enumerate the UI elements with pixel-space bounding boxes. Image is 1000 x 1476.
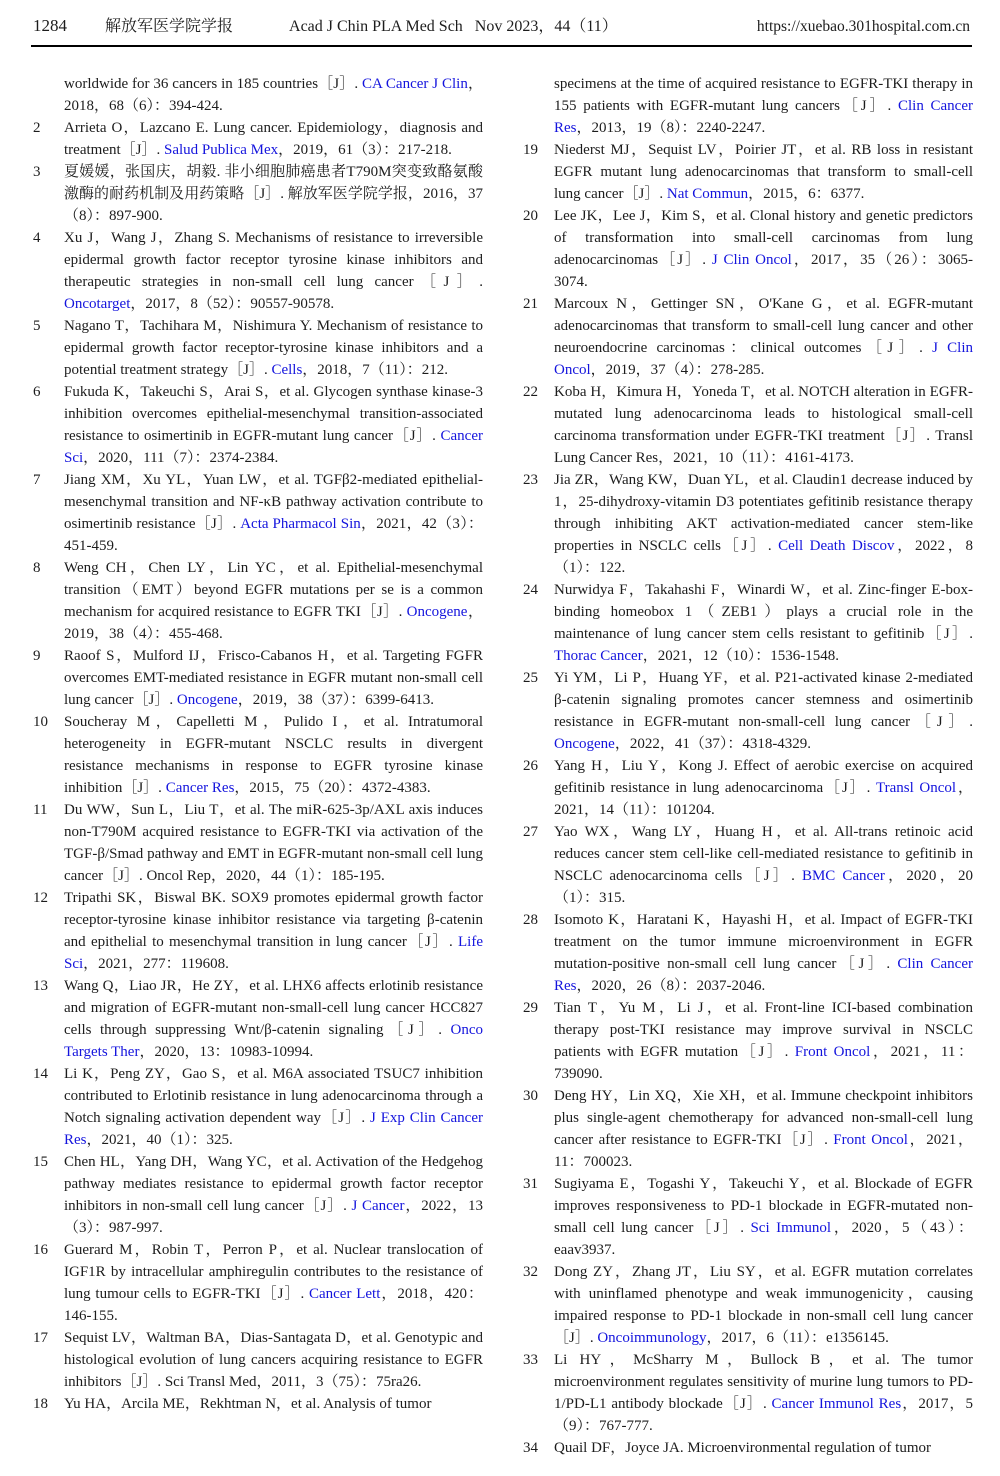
page-number: 1284 xyxy=(33,16,67,35)
reference-text: Dong ZY，Zhang JT，Liu SY，et al. EGFR mutation correlates with uninflamed phenotype and weak immunogenicity，causing impaired response to PD-1 blockade in non-small cell lung cancer［J］. xyxy=(554,1264,973,1346)
reference-text: Fukuda K，Takeuchi S，Arai S，et al. Glycogen synthase kinase-3 inhibition overcomes epithelial-mesenchymal transition-associated resistance to osimertinib in EGFR-mutant lung cancer［J］. xyxy=(64,384,483,444)
journal-link[interactable]: Onco Targets Ther xyxy=(64,1022,483,1060)
reference-text: Arrieta O，Lazcano E. Lung cancer. Epidemiology，diagnosis and treatment［J］. xyxy=(64,120,483,158)
reference-item xyxy=(33,1151,483,1239)
reference-text: ，2017，6（11）：e1356145. xyxy=(706,1330,889,1346)
reference-text: Quail DF，Joyce JA. Microenvironmental regulation of tumor xyxy=(554,1440,932,1456)
journal-link[interactable]: J Clin Oncol xyxy=(711,252,792,268)
reference-number: 18 xyxy=(33,1396,48,1412)
reference-text: Li HY，McSharry M，Bullock B，et al. The tumor microenvironment regulates sensitivity of murine lung tumors to PD-1/PD-L1 antibody blockade［J］. xyxy=(554,1352,973,1412)
reference-text: ，2022，41（37）：4318-4329. xyxy=(614,736,812,752)
reference-text: Koba H，Kimura H，Yoneda T，et al. NOTCH alteration in EGFR-mutated lung adenocarcinoma leads to histological small-cell carcinoma transformation under EGFR-TKI treatment［J］. Transl Lung Cancer Res，2021，10（11）：4161-4173. xyxy=(554,384,973,466)
reference-text: ，2022，8（1）：122. xyxy=(554,538,973,576)
reference-item xyxy=(33,887,483,975)
reference-number: 21 xyxy=(523,296,538,312)
journal-link[interactable]: Life Sci xyxy=(64,934,483,972)
reference-number: 23 xyxy=(523,472,538,488)
reference-text: Nurwidya F，Takahashi F，Winardi W，et al. Zinc-finger E-box-binding homeobox 1（ZEB1）plays a crucial role in the maintenance of lung cancer stem cells resistant to gefitinib［J］. xyxy=(554,582,973,642)
journal-link[interactable]: J Exp Clin Cancer Res xyxy=(64,1110,483,1148)
reference-text: Du WW，Sun L，Liu T，et al. The miR-625-3p/AXL axis induces non-T790M acquired resistance to EGFR-TKI via activation of the TGF-β/Smad pathway and EMT in EGFR-mutant non-small cell lung cancer［J］. Oncol Rep，2020，44（1）：185-195. xyxy=(64,802,483,884)
reference-text: Yu HA，Arcila ME，Rekhtman N，et al. Analysis of tumor xyxy=(64,1396,432,1412)
reference-number: 19 xyxy=(523,142,538,158)
journal-link[interactable]: Sci Immunol xyxy=(750,1220,832,1236)
reference-text: ，2018，68（6）：394-424. xyxy=(64,76,483,114)
reference-item xyxy=(523,73,973,139)
reference-text: Guerard M，Robin T，Perron P，et al. Nuclear translocation of IGF1R by intracellular amphiregulin contributes to the resistance of lung tumour cells to EGFR-TKI［J］. xyxy=(64,1242,483,1302)
reference-item xyxy=(523,293,973,381)
reference-item xyxy=(523,1085,973,1173)
reference-item xyxy=(523,381,973,469)
reference-item xyxy=(523,1437,973,1459)
reference-item xyxy=(523,909,973,997)
journal-link[interactable]: Cancer Lett xyxy=(308,1286,381,1302)
reference-text: ，2021，11：739090. xyxy=(554,1044,973,1082)
reference-text: Niederst MJ，Sequist LV，Poirier JT，et al. RB loss in resistant EGFR mutant lung adenocarcinomas that transform to small-cell lung cancer［J］. xyxy=(554,142,973,202)
reference-number: 8 xyxy=(33,560,41,576)
journal-link[interactable]: Oncotarget xyxy=(64,296,131,312)
reference-number: 2 xyxy=(33,120,41,136)
reference-text: Wang Q，Liao JR，He ZY，et al. LHX6 affects erlotinib resistance and migration of EGFR-mutant non-small-cell lung cancer HCC827 cells through suppressing Wnt/β-catenin signaling［J］. xyxy=(64,978,483,1038)
reference-number: 14 xyxy=(33,1066,48,1082)
reference-number: 16 xyxy=(33,1242,48,1258)
reference-item xyxy=(33,1239,483,1327)
journal-link[interactable]: Cells xyxy=(271,362,303,378)
reference-text: Sugiyama E，Togashi Y，Takeuchi Y，et al. Blockade of EGFR improves responsiveness to PD-1 blockade in EGFR-mutated non-small cell lung cancer［J］. xyxy=(554,1176,973,1236)
journal-link[interactable]: Oncoimmunology xyxy=(597,1330,707,1346)
reference-item xyxy=(33,315,483,381)
reference-item xyxy=(523,667,973,755)
reference-text: Nagano T，Tachihara M，Nishimura Y. Mechanism of resistance to epidermal growth factor receptor-tyrosine kinase inhibitors and a potential treatment strategy［J］. xyxy=(64,318,483,378)
reference-text: ，2021，42（3）：451-459. xyxy=(64,516,483,554)
journal-link[interactable]: Front Oncol xyxy=(794,1044,871,1060)
reference-text: Soucheray M，Capelletti M，Pulido I，et al. Intratumoral heterogeneity in EGFR-mutant NSCLC results in divergent resistance mechanisms in response to EGFR tyrosine kinase inhibition［J］. xyxy=(64,714,483,796)
reference-text: Yang H，Liu Y，Kong J. Effect of aerobic exercise on acquired gefitinib resistance in lung adenocarcinoma［J］. xyxy=(554,758,973,796)
journal-link[interactable]: BMC Cancer xyxy=(801,868,885,884)
reference-item xyxy=(33,1063,483,1151)
reference-text: Tripathi SK，Biswal BK. SOX9 promotes epidermal growth factor receptor-tyrosine kinase inhibitor resistance via targeting β-catenin and epithelial to mesenchymal transition in lung cancer［J］. xyxy=(64,890,483,950)
reference-text: ，2015，6：6377. xyxy=(748,186,865,202)
reference-text: ，2013，19（8）：2240-2247. xyxy=(576,120,766,136)
reference-text: worldwide for 36 cancers in 185 countries［J］. xyxy=(64,76,363,92)
reference-item xyxy=(33,227,483,315)
references-column-left xyxy=(33,73,483,1459)
reference-text: Li K，Peng ZY，Gao S，et al. M6A associated TSUC7 inhibition contributed to Erlotinib resistance in lung adenocarcinoma through a Notch signaling activation dependent way［J］. xyxy=(64,1066,483,1126)
reference-number: 4 xyxy=(33,230,41,246)
reference-text: ，2018，420：146-155. xyxy=(64,1286,483,1324)
reference-number: 27 xyxy=(523,824,538,840)
reference-number: 12 xyxy=(33,890,48,906)
journal-link[interactable]: Oncogene xyxy=(176,692,238,708)
reference-item xyxy=(523,1349,973,1437)
journal-link[interactable]: CA Cancer J Clin xyxy=(362,76,468,92)
reference-item xyxy=(523,821,973,909)
reference-text: Xu J，Wang J，Zhang S. Mechanisms of resistance to irreversible epidermal growth factor receptor tyrosine kinase inhibitors and therapeutic strategies in non-small cell lung cancer［J］. xyxy=(64,230,483,290)
reference-item xyxy=(523,205,973,293)
page-header xyxy=(0,0,1000,36)
reference-item xyxy=(33,117,483,161)
reference-item xyxy=(523,579,973,667)
reference-number: 5 xyxy=(33,318,41,334)
reference-text: ，2020，20（1）：315. xyxy=(554,868,973,906)
reference-number: 24 xyxy=(523,582,538,598)
reference-item xyxy=(33,1327,483,1393)
reference-text: ，2020，26（8）：2037-2046. xyxy=(576,978,766,994)
reference-text: Isomoto K，Haratani K，Hayashi H，et al. Impact of EGFR-TKI treatment on the tumor immune microenvironment in EGFR mutation-positive non-small cell lung cancer［J］. xyxy=(554,912,973,972)
reference-text: specimens at the time of acquired resistance to EGFR-TKI therapy in 155 patients with EGFR-mutant lung cancers［J］. xyxy=(554,76,973,114)
reference-text: Raoof S，Mulford IJ，Frisco-Cabanos H，et al. Targeting FGFR overcomes EMT-mediated resistance in EGFR mutant non-small cell lung cancer［J］. xyxy=(64,648,483,708)
reference-text: Lee JK，Lee J，Kim S，et al. Clonal history and genetic predictors of transformation into small-cell carcinomas from lung adenocarcinomas［J］. xyxy=(554,208,973,268)
reference-item xyxy=(523,755,973,821)
reference-number: 22 xyxy=(523,384,538,400)
reference-text: ，2017，35（26）：3065-3074. xyxy=(554,252,974,290)
references-column-right xyxy=(523,73,973,1459)
reference-number: 28 xyxy=(523,912,538,928)
journal-link[interactable]: J Cancer xyxy=(351,1198,405,1214)
reference-text: ，2021，12（10）：1536-1548. xyxy=(642,648,839,664)
reference-number: 11 xyxy=(33,802,48,818)
reference-text: Sequist LV，Waltman BA，Dias-Santagata D，et al. Genotypic and histological evolution of lung cancers acquiring resistance to EGFR inhibitors［J］. Sci Transl Med，2011，3（75）：75ra26. xyxy=(64,1330,483,1390)
reference-text: ，2021，14（11）：101204. xyxy=(554,780,973,818)
reference-text: ，2021，277：119608. xyxy=(83,956,229,972)
reference-item xyxy=(33,711,483,799)
reference-item xyxy=(523,1173,973,1261)
reference-text: Jia ZR，Wang KW，Duan YL，et al. Claudin1 decrease induced by 1，25-dihydroxy-vitamin D3 potentiates gefitinib resistance therapy through inhibiting AKT activation-mediated cancer stem-like properties in NSCLC cells［J］. xyxy=(554,472,973,554)
journal-link[interactable]: Oncogene xyxy=(406,604,468,620)
reference-number: 13 xyxy=(33,978,48,994)
journal-link[interactable]: Clin Cancer Res xyxy=(554,956,973,994)
reference-item xyxy=(33,469,483,557)
reference-text: ，2020，13：10983-10994. xyxy=(139,1044,314,1060)
reference-text: ，2018，7（11）：212. xyxy=(302,362,448,378)
journal-url: https://xuebao.301hospital.com.cn xyxy=(756,18,970,35)
references-section xyxy=(0,47,1000,1459)
journal-link[interactable]: Nat Commun xyxy=(666,186,749,202)
reference-item xyxy=(33,975,483,1063)
reference-text: ，2020，111（7）：2374-2384. xyxy=(83,450,279,466)
journal-link[interactable]: Cancer Res xyxy=(165,780,235,796)
journal-link[interactable]: Thorac Cancer xyxy=(554,648,643,664)
reference-item xyxy=(523,469,973,579)
reference-text: 夏媛媛，张国庆，胡毅. 非小细胞肺癌患者T790M突变致酪氨酸激酶的耐药机制及用药策略［J］. 解放军医学院学报，2016，37（8）：897-900. xyxy=(64,164,483,224)
reference-number: 25 xyxy=(523,670,538,686)
reference-text: ，2020，5（43）：eaav3937. xyxy=(554,1220,973,1258)
journal-link[interactable]: Cell Death Discov xyxy=(778,538,895,554)
journal-link[interactable]: Cancer Immunol Res xyxy=(771,1396,902,1412)
reference-item xyxy=(33,1393,483,1415)
reference-number: 3 xyxy=(33,164,41,180)
reference-text: Marcoux N，Gettinger SN，O'Kane G，et al. EGFR-mutant adenocarcinomas that transform to small-cell lung cancer and other neuroendocrine carcinomas：clinical outcomes［J］. xyxy=(554,296,973,356)
reference-text: ，2019，38（4）：455-468. xyxy=(64,604,483,642)
journal-link[interactable]: Cancer Sci xyxy=(64,428,483,466)
reference-item xyxy=(523,139,973,205)
reference-number: 29 xyxy=(523,1000,538,1016)
reference-text: ，2017，8（52）：90557-90578. xyxy=(130,296,335,312)
reference-text: Deng HY，Lin XQ，Xie XH，et al. Immune checkpoint inhibitors plus single-agent chemotherapy for advanced non-small-cell lung cancer after resistance to EGFR-TKI［J］. xyxy=(554,1088,973,1148)
reference-text: ，2021，11：700023. xyxy=(554,1132,973,1170)
reference-text: Jiang XM，Xu YL，Yuan LW，et al. TGFβ2-mediated epithelial-mesenchymal transition and NF-κB pathway activation contribute to osimertinib resistance［J］. xyxy=(64,472,483,532)
journal-link[interactable]: Transl Oncol xyxy=(875,780,957,796)
reference-number: 6 xyxy=(33,384,41,400)
reference-text: ，2019，61（3）：217-218. xyxy=(278,142,452,158)
reference-item xyxy=(33,73,483,117)
journal-link[interactable]: Salud Publica Mex xyxy=(163,142,279,158)
journal-link[interactable]: J Clin Oncol xyxy=(554,340,973,378)
reference-number: 9 xyxy=(33,648,41,664)
reference-item xyxy=(523,997,973,1085)
reference-number: 20 xyxy=(523,208,538,224)
reference-number: 33 xyxy=(523,1352,538,1368)
reference-item xyxy=(33,381,483,469)
journal-link[interactable]: Oncogene xyxy=(554,736,615,752)
reference-text: Yao WX，Wang LY，Huang H，et al. All-trans retinoic acid reduces cancer stem cell-like cell-mediated resistance to gefitinib in NSCLC adenocarcinoma cells［J］. xyxy=(554,824,973,884)
reference-number: 31 xyxy=(523,1176,538,1192)
reference-text: ，2021，40（1）：325. xyxy=(86,1132,233,1148)
reference-number: 15 xyxy=(33,1154,48,1170)
reference-item xyxy=(523,1261,973,1349)
reference-item xyxy=(33,161,483,227)
journal-link[interactable]: Clin Cancer Res xyxy=(554,98,973,136)
reference-number: 26 xyxy=(523,758,538,774)
reference-number: 32 xyxy=(523,1264,538,1280)
reference-number: 7 xyxy=(33,472,41,488)
journal-link[interactable]: Acta Pharmacol Sin xyxy=(240,516,361,532)
reference-text: ，2019，37（4）：278-285. xyxy=(590,362,765,378)
reference-text: ，2017，5（9）：767-777. xyxy=(554,1396,973,1434)
journal-title-cn: 解放军医学院学报 xyxy=(105,18,234,35)
reference-text: Weng CH，Chen LY，Lin YC，et al. Epithelial-mesenchymal transition（EMT）beyond EGFR mutations per se is a common mechanism for acquired resistance to EGFR TKI［J］. xyxy=(64,560,483,620)
reference-item xyxy=(33,645,483,711)
reference-item xyxy=(33,799,483,887)
issue-info: Nov 2023，44（11） xyxy=(474,18,618,35)
reference-item xyxy=(33,557,483,645)
reference-text: ，2019，38（37）：6399-6413. xyxy=(237,692,434,708)
reference-text: Chen HL，Yang DH，Wang YC，et al. Activation of the Hedgehog pathway mediates resistance to epidermal growth factor receptor inhibitors in non-small cell lung cancer［J］. xyxy=(64,1154,483,1214)
journal-title-en: Acad J Chin PLA Med Sch xyxy=(289,18,463,35)
reference-text: ，2022，13（3）：987-997. xyxy=(64,1198,483,1236)
reference-text: Yi YM，Li P，Huang YF，et al. P21-activated kinase 2-mediated β-catenin signaling promotes cancer stemness and osimertinib resistance in EGFR-mutant non-small-cell lung cancer［J］. xyxy=(554,670,973,730)
reference-number: 10 xyxy=(33,714,48,730)
journal-link[interactable]: Front Oncol xyxy=(833,1132,908,1148)
reference-number: 17 xyxy=(33,1330,48,1346)
reference-text: Tian T，Yu M，Li J，et al. Front-line ICI-based combination therapy post-TKI resistance may improve survival in NSCLC patients with EGFR mutation［J］. xyxy=(554,1000,973,1060)
reference-number: 30 xyxy=(523,1088,538,1104)
reference-number: 34 xyxy=(523,1440,538,1456)
reference-text: ，2015，75（20）：4372-4383. xyxy=(234,780,431,796)
